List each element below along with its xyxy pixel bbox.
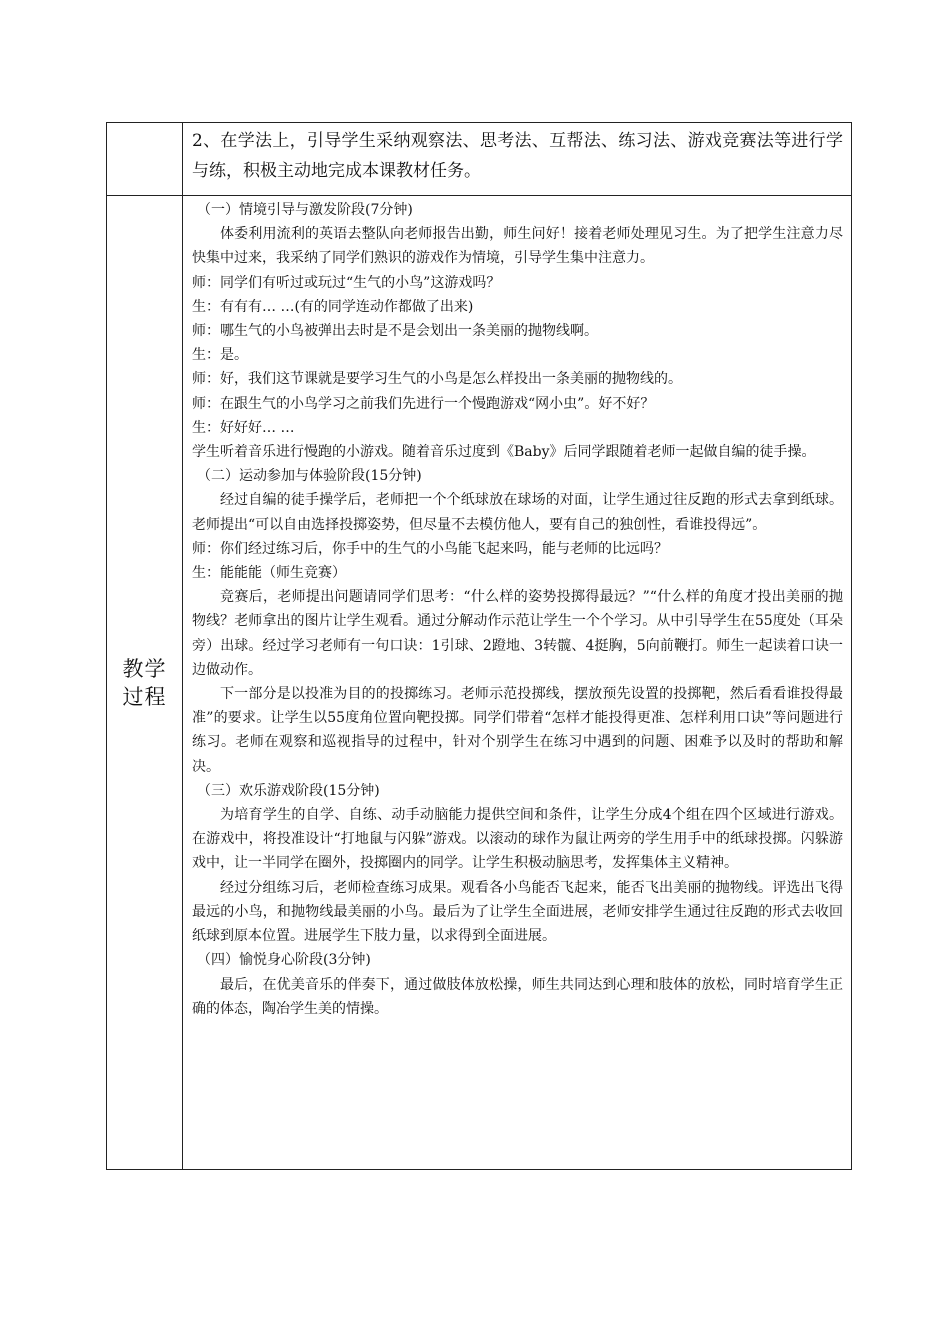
dialogue-line: 生：好好好… …: [192, 419, 295, 436]
process-label: [107, 655, 182, 711]
process-label-line2: 过程: [122, 684, 167, 709]
section-heading-2: （二）运动参加与体验阶段(15分钟): [197, 468, 422, 485]
dialogue-line: 师：同学们有听过或玩过“生气的小鸟”这游戏吗？: [192, 274, 501, 291]
dialogue-line: 师：你们经过练习后，你手中的生气的小鸟能飞起来吗，能与老师的比远吗？: [192, 540, 668, 557]
method-row-content: [183, 123, 852, 196]
learning-method-text: 2、在学法上，引导学生采纳观察法、思考法、互帮法、练习法、游戏竞赛法等进行学与练，积极主动地完成本课教材任务。: [192, 131, 843, 181]
paragraph: 下一部分是以投准为目的的投掷练习。老师示范投掷线，摆放预先设置的投掷靶，然后看看谁投得最准”的要求。让学生以55度角位置向靶投掷。同学们带着“怎样才能投得更准、怎样利用口诀”等问题进行练习。老师在观察和巡视指导的过程中，针对个别学生在练习中遇到的问题、困难予以及时的帮助和解决。: [192, 686, 843, 775]
dialogue-line: 生：是。: [192, 347, 248, 364]
section-heading-4: （四）愉悦身心阶段(3分钟): [197, 952, 371, 969]
dialogue-line: 师：好，我们这节课就是要学习生气的小鸟是怎么样投出一条美丽的抛物线的。: [192, 371, 682, 388]
paragraph: 体委利用流利的英语去整队向老师报告出勤，师生问好！接着老师处理见习生。为了把学生注意力尽快集中过来，我采纳了同学们熟识的游戏作为情境，引导学生集中注意力。: [192, 226, 843, 267]
paragraph: 经过自编的徒手操学后，老师把一个个纸球放在球场的对面，让学生通过往反跑的形式去拿到纸球。老师提出“可以自由选择投掷姿势，但尽量不去模仿他人，要有自己的独创性，看谁投得远”。: [192, 492, 843, 533]
paragraph: 经过分组练习后，老师检查练习成果。观看各小鸟能否飞起来，能否飞出美丽的抛物线。评选出飞得最远的小鸟，和抛物线最美丽的小鸟。最后为了让学生全面进展，老师安排学生通过往反跑的形式去收回纸球到原本位置。进展学生下肢力量，以求得到全面进展。: [192, 879, 843, 945]
paragraph: 学生听着音乐进行慢跑的小游戏。随着音乐过度到《Baby》后同学跟随着老师一起做自编的徒手操。: [192, 444, 816, 461]
dialogue-line: 师：哪生气的小鸟被弹出去时是不是会划出一条美丽的抛物线啊。: [192, 323, 598, 340]
process-label-line1: 教学: [122, 656, 167, 681]
paragraph: 竞赛后，老师提出问题请同学们思考：“什么样的姿势投掷得最远？”“什么样的角度才投出美丽的抛物线？老师拿出的图片让学生观看。通过分解动作示范让学生一个个学习。从中引导学生在55度处（耳朵旁）出球。经过学习老师有一句口诀：1引球、2蹬地、3转髋、4挺胸，5向前鞭打。师生一起读着口诀一边做动作。: [192, 589, 843, 678]
method-row-label-cell: [107, 123, 183, 196]
process-content: [183, 196, 852, 1170]
process-row: [107, 196, 852, 1170]
lesson-plan-table: [106, 122, 852, 1170]
dialogue-line: 生：能能能（师生竞赛）: [192, 565, 346, 582]
section-heading-1: （一）情境引导与激发阶段(7分钟): [197, 202, 413, 218]
paragraph: 最后，在优美音乐的伴奏下，通过做肢体放松操，师生共同达到心理和肢体的放松，同时培育学生正确的体态，陶冶学生美的情操。: [192, 976, 843, 1017]
method-row: [107, 123, 852, 196]
section-heading-3: （三）欢乐游戏阶段(15分钟): [197, 782, 380, 799]
dialogue-line: 师：在跟生气的小鸟学习之前我们先进行一个慢跑游戏“网小虫”。好不好？: [192, 395, 655, 412]
paragraph: 为培育学生的自学、自练、动手动脑能力提供空间和条件，让学生分成4个组在四个区域进行游戏。在游戏中，将投准设计“打地鼠与闪躲”游戏。以滚动的球作为鼠让两旁的学生用手中的纸球投掷。闪躲游戏中，让一半同学在圈外，投掷圈内的同学。让学生积极动脑思考，发挥集体主义精神。: [192, 807, 843, 872]
process-label-cell: [107, 196, 183, 1170]
dialogue-line: 生：有有有… …(有的同学连动作都做了出来): [192, 298, 474, 315]
